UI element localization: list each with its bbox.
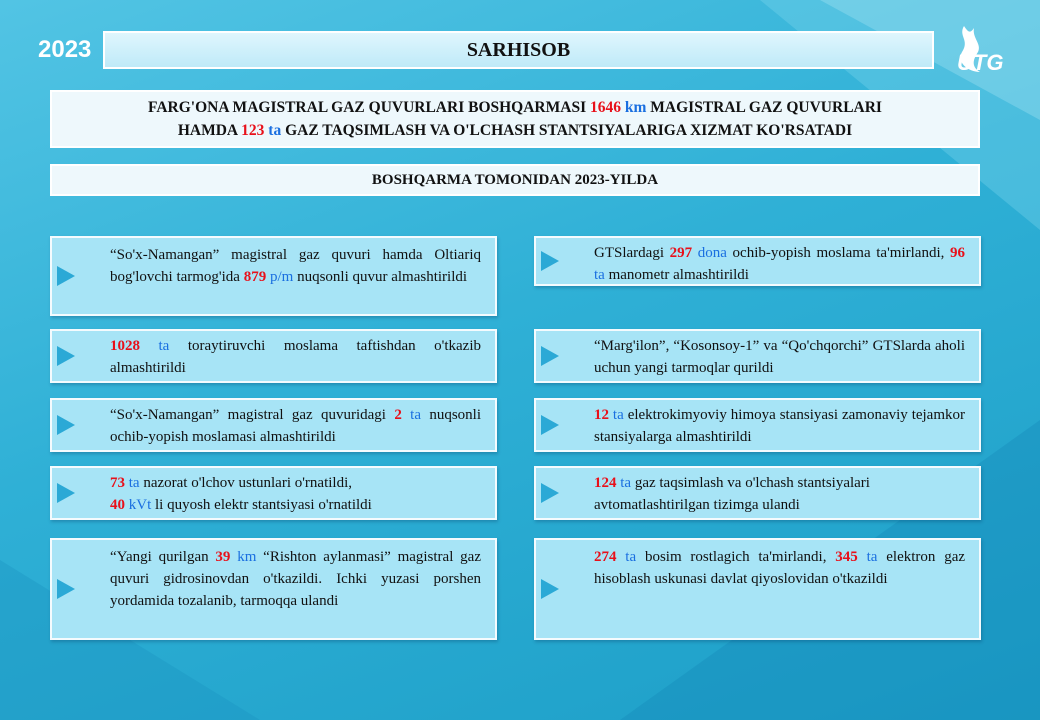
arrow-icon xyxy=(57,415,75,435)
arrow-icon xyxy=(57,579,75,599)
unit-ta: ta xyxy=(268,122,282,139)
arrow-icon xyxy=(57,483,75,503)
info-card: 274 ta bosim rostlagich ta'mirlandi, 345 ta elektron gaz hisoblash uskunasi davlat qiyoslovidan o'tkazildi xyxy=(534,538,981,640)
banner-line-1: FARG'ONA MAGISTRAL GAZ QUVURLARI BOSHQARMASI 1646 km MAGISTRAL GAZ QUVURLARI xyxy=(148,99,882,116)
logo-text: UTG xyxy=(957,50,1004,75)
page-title: SARHISOB xyxy=(103,31,934,69)
banner-line-2: HAMDA 123 ta GAZ TAQSIMLASH VA O'LCHASH STANTSIYALARIGA XIZMAT KO'RSATADI xyxy=(177,122,853,139)
arrow-icon xyxy=(541,579,559,599)
info-card: 1028 ta toraytiruvchi moslama taftishdan o'tkazib almashtirildi xyxy=(50,329,497,383)
info-card: 124 ta gaz taqsimlash va o'lchash stantsiyalari avtomatlashtirilgan tizimga ulandi xyxy=(534,466,981,520)
stations-count-value: 123 xyxy=(241,122,265,139)
info-card: “Yangi qurilgan 39 km “Rishton aylanmasi” magistral gaz quvuri gidrosinovdan o'tkazildi. Ichki yuzasi porshen yordamida tozalanib, tarmoqqa ulandi xyxy=(50,538,497,640)
info-card: “So'x-Namangan” magistral gaz quvuri hamda Oltiariq bog'lovchi tarmog'ida 879 p/m nuqsonli quvur almashtirildi xyxy=(50,236,497,316)
arrow-icon xyxy=(541,346,559,366)
info-card: 12 ta elektrokimyoviy himoya stansiyasi zamonaviy tejamkor stansiyalarga almashtirildi xyxy=(534,398,981,452)
arrow-icon xyxy=(541,483,559,503)
summary-banner xyxy=(50,90,980,148)
unit-km: km xyxy=(624,99,647,116)
arrow-icon xyxy=(57,266,75,286)
year-label: 2023 xyxy=(38,36,92,63)
arrow-icon xyxy=(541,415,559,435)
section-subtitle: BOSHQARMA TOMONIDAN 2023-YILDA xyxy=(50,164,980,196)
info-card: 73 ta nazorat o'lchov ustunlari o'rnatildi, 40 kVt li quyosh elektr stantsiyasi o'rnatildi xyxy=(50,466,497,520)
info-card: “So'x-Namangan” magistral gaz quvuridagi 2 ta nuqsonli ochib-yopish moslamasi almashtirildi xyxy=(50,398,497,452)
pipeline-length-value: 1646 xyxy=(589,99,621,116)
info-card: “Marg'ilon”, “Kosonsoy-1” va “Qo'chqorchi” GTSlarda aholi uchun yangi tarmoqlar qurildi xyxy=(534,329,981,383)
arrow-icon xyxy=(57,346,75,366)
arrow-icon xyxy=(541,251,559,271)
info-card: GTSlardagi 297 dona ochib-yopish moslama ta'mirlandi, 96 ta manometr almashtirildi xyxy=(534,236,981,286)
